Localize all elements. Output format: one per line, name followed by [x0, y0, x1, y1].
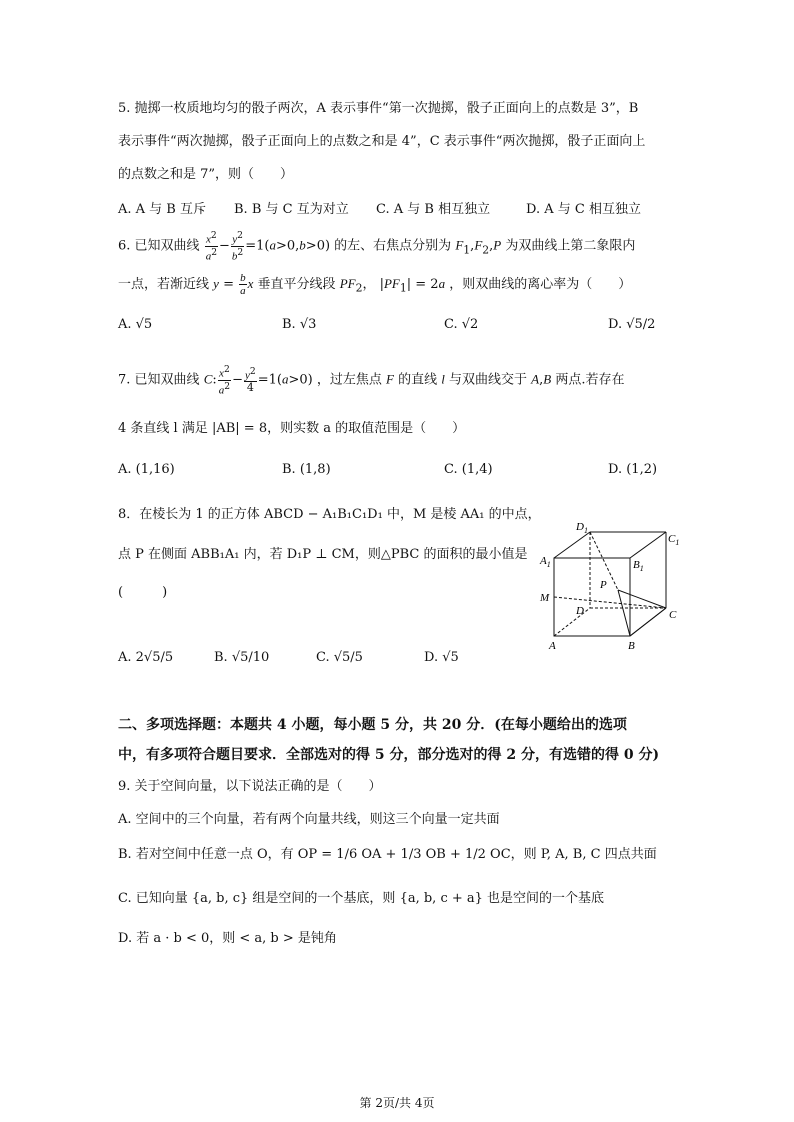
- page-footer: 第 2页/共 4页: [359, 1096, 435, 1110]
- q7-text-b: ，过左焦点: [316, 372, 382, 388]
- section-2-heading-line-1: 二、多项选择题：本题共 4 小题，每小题 5 分，共 20 分．(在每小题给出的选项: [118, 717, 627, 733]
- q6-line-1: 6. 已知双曲线 $\frac{x^2}{a^2}$ − $\frac{y^2}{b^2}$ =1(a>0,b>0) 的左、右焦点分别为 $F_1,F_2,P$ 为双曲线上第二象限内: [118, 230, 636, 263]
- q7-text-a: 7. 已知双曲线: [118, 372, 200, 388]
- q5-option-a: A. A 与 B 互斥: [118, 202, 206, 217]
- q5-option-b: B. B 与 C 互为对立: [234, 202, 349, 217]
- q7-line-2: 4 条直线 l 满足 |AB| = 8，则实数 a 的取值范围是（ ）: [118, 421, 466, 436]
- q7-text-c: 的直线: [398, 372, 438, 388]
- label-a1: $A_1$: [540, 555, 551, 569]
- label-b: B: [628, 640, 635, 652]
- cube-figure: [532, 516, 686, 652]
- q6-text-a: 6. 已知双曲线: [118, 238, 200, 254]
- q5-line-3: 的点数之和是 7”，则（ ）: [118, 167, 294, 182]
- q5-line-1: 5. 抛掷一枚质地均匀的骰子两次，A 表示事件“第一次抛掷，骰子正面向上的点数是 3”，B: [118, 101, 639, 116]
- q6-text-c: 为双曲线上第二象限内: [505, 238, 636, 254]
- q6-option-d: D. √5/2: [608, 317, 656, 332]
- label-b1: $B_1$: [633, 559, 644, 573]
- q8-option-b: B. √5/10: [214, 650, 270, 665]
- q7-term-y: $\frac{y^2}{4}$: [244, 365, 256, 395]
- q7-term-x: $\frac{x^2}{a^2}$: [218, 364, 231, 397]
- q8-line-2: 点 P 在侧面 ABB₁A₁ 内，若 D₁P ⊥ CM，则△PBC 的面积的最小值是: [118, 547, 528, 562]
- label-d1: $D_1$: [576, 521, 588, 535]
- q7-text-e: 两点.若存在: [555, 372, 625, 388]
- q6-text-e: 垂直平分线段: [257, 277, 336, 292]
- hyperbola-term-x: $\frac{x^2}{a^2}$: [205, 230, 218, 263]
- label-a: A: [549, 640, 556, 652]
- q8-option-c: C. √5/5: [316, 650, 363, 665]
- q7-line-1: 7. 已知双曲线 C: $\frac{x^2}{a^2}$ − $\frac{y^2}{4}$ =1(a>0) ，过左焦点 F 的直线 l 与双曲线交于 A,B 两点.若存在: [118, 364, 625, 397]
- q6-text-d: 一点，若渐近线: [118, 277, 210, 292]
- label-d: D: [576, 605, 584, 617]
- q6-option-a: A. √5: [118, 317, 153, 332]
- q9-option-c: C. 已知向量 {a, b, c} 组是空间的一个基底，则 {a, b, c + a} 也是空间的一个基底: [118, 891, 605, 906]
- q7-option-d: D. (1,2): [608, 462, 658, 477]
- label-p: P: [600, 579, 607, 591]
- label-c: C: [669, 609, 677, 621]
- q8-option-a: A. 2√5/5: [118, 650, 174, 665]
- q9-stem: 9. 关于空间向量，以下说法正确的是（ ）: [118, 779, 382, 794]
- q5-line-2: 表示事件“两次抛掷，骰子正面向上的点数之和是 4”，C 表示事件“两次抛掷，骰子正面向上: [118, 134, 646, 149]
- label-m: M: [540, 592, 550, 604]
- front-face: [554, 558, 630, 636]
- q6-line-2: 一点，若渐近线 y = $\frac{b}{a}$ x 垂直平分线段 $PF_2$， $|PF_1| = 2a$ ，则双曲线的离心率为（ ）: [118, 272, 632, 297]
- q8-option-d: D. √5: [424, 650, 459, 665]
- q7-option-b: B. (1,8): [282, 462, 331, 477]
- q6-text-f: ，则双曲线的离心率为（ ）: [449, 277, 632, 292]
- label-c1: $C_1$: [668, 533, 680, 547]
- q6-text-b: 的左、右焦点分别为: [334, 238, 452, 254]
- q8-line-1: 8．在棱长为 1 的正方体 ABCD − A₁B₁C₁D₁ 中，M 是棱 AA₁ 的中点，: [118, 507, 541, 522]
- q6-option-c: C. √2: [444, 317, 479, 332]
- q7-text-d: 与双曲线交于: [449, 372, 528, 388]
- asymptote-fraction: $\frac{b}{a}$: [240, 272, 246, 297]
- section-2-heading-line-2: 中，有多项符合题目要求．全部选对的得 5 分，部分选对的得 2 分，有选错的得 0 分): [118, 747, 660, 763]
- q7-option-c: C. (1,4): [444, 462, 493, 477]
- q5-option-c: C. A 与 B 相互独立: [376, 202, 491, 217]
- q9-option-b: B. 若对空间中任意一点 O，有 OP = 1/6 OA + 1/3 OB + 1/2 OC，则 P, A, B, C 四点共面: [118, 847, 657, 862]
- hyperbola-term-y: $\frac{y^2}{b^2}$: [231, 230, 244, 263]
- q9-option-a: A. 空间中的三个向量，若有两个向量共线，则这三个向量一定共面: [118, 812, 500, 827]
- q7-option-a: A. (1,16): [118, 462, 175, 477]
- q6-option-b: B. √3: [282, 317, 317, 332]
- q5-option-d: D. A 与 C 相互独立: [526, 202, 641, 217]
- q8-line-3: ( ): [118, 585, 168, 600]
- q9-option-d: D. 若 a · b < 0，则 < a, b > 是钝角: [118, 931, 337, 946]
